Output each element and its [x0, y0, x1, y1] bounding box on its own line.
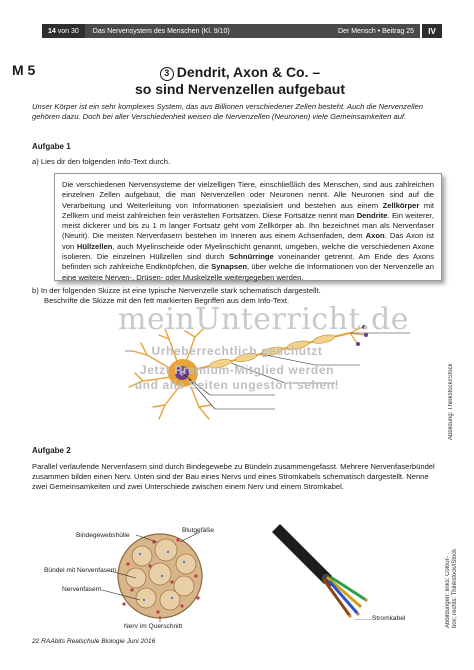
task1-b-line2: Beschrifte die Skizze mit den fett markierten Begriffen aus dem Info-Text.: [44, 296, 290, 305]
title-line-2: so sind Nervenzellen aufgebaut: [134, 81, 346, 97]
label-blutgefaesse: Blutgefäße: [182, 527, 214, 534]
info-text: , über welche die Informationen von der Nervenzelle an eine weitere Nerven-, Drüsen- oder Muskelzelle weitergegeben werden.: [62, 262, 434, 282]
info-text: Die verschiedenen Nervensysteme der vielzelligen Tiere, einschließlich des Menschen, sind aus zahlreichen einzelnen Zellen aufgebaut, die man Nervenzellen oder Neuronen nennt. Alle Neuronen sind auf die Verarbeitung und Weiterleitung von Informationen spezialisiert und bestehen aus einem: [62, 180, 434, 210]
task2-text: Parallel verlaufende Nervenfasern sind durch Bindegewebe zu Bündeln zusammengefasst. Mehrere Nervenfaserbündel zusammen bilden einen Nerv. Unten sind der Bau eines Nervs und eines Stromkabels schematisch dargestellt. Nenne zwei Gemeinsamkeiten und zwei Unterschiede zwischen einem Nerv und einem Stromkabel.: [32, 462, 435, 491]
term-synapsen: Synapsen: [211, 262, 247, 272]
info-text: , auch Myelinscheide oder Myelinschicht genannt, umgeben, welche die verschiedenen Axone isolieren. Die einzelnen Hüllzellen sind durch: [62, 241, 434, 262]
level-badge: IV: [422, 24, 442, 38]
info-text: mit Zellkern und meist zahlreichen fein verästelten Fortsätzen. Diese Fortsätze nennt man: [62, 200, 435, 220]
label-bindegewebshuelle: Bindegewebshülle: [76, 532, 130, 539]
watermark-line-3: und alle Seiten ungestört sehen!: [134, 378, 340, 392]
task1-a: a) Lies dir den folgenden Info-Text durch.: [32, 157, 171, 166]
watermark-line-2: Jetzt Premium-Mitglied werden: [139, 363, 335, 377]
page-of: von 30: [57, 27, 79, 35]
nerve-cross-section: [32, 520, 232, 632]
section-label: Der Mensch • Beitrag 25: [338, 27, 414, 35]
intro-text: Unser Körper ist ein sehr komplexes System, das aus Billionen verschiedener Zellen besteht. Auch die Nervenzellen gehören dazu. Doch bei aller Verschiedenheit weisen die Nervenzellen (Neuronen) viele Gemeinsamkeiten auf.: [32, 102, 423, 121]
material-label: M 5: [12, 62, 36, 78]
label-buendel: Bündel mit Nervenfasern: [44, 567, 117, 574]
term-schnuerringe: Schnürringe: [229, 252, 274, 262]
task1-b-line1: b) In der folgenden Skizze ist eine typische Nervenzelle stark schematisch dargestellt.: [32, 286, 321, 295]
label-stromkabel: Stromkabel: [372, 615, 406, 622]
info-text: . Das Axon ist von: [62, 231, 434, 251]
page-indicator: [42, 24, 85, 38]
header-bar: [42, 24, 420, 38]
watermark-brand: meinUnterricht.de: [118, 302, 409, 337]
cable-jacket: [272, 524, 332, 584]
task1-heading: Aufgabe 1: [32, 142, 71, 151]
info-text: . Ein weiterer, meist dickerer und bis zu 1 m langer Fortsatz geht vom Zellkörper ab. Ihn bezeichnet man als Nervenfaser (Neurit). Die meisten Nervenfasern bestehen im Inneren aus einem Achsenfaden, dem: [62, 210, 434, 241]
task2-heading: Aufgabe 2: [32, 446, 71, 455]
power-cable: [262, 520, 412, 620]
info-text-box: [54, 173, 442, 281]
title-number-badge: 3: [160, 67, 174, 81]
figures-credit-line-1: Abbildungen: links: Colour-: [445, 556, 451, 628]
label-nervenfasern: Nervenfasern: [62, 586, 102, 593]
page-title: [60, 64, 420, 98]
document-title: Das Nervensystem des Menschen (Kl. 9/10): [92, 27, 230, 35]
label-nerv-querschnitt: Nerv im Querschnitt: [124, 623, 183, 630]
term-zellkoerper: Zellkörper: [382, 200, 420, 210]
page-current: 14: [48, 27, 56, 35]
title-line-1: Dendrit, Axon & Co. –: [176, 64, 321, 80]
cable-wires: [324, 578, 366, 616]
term-huellzellen: Hüllzellen: [76, 241, 113, 251]
neuron-credit: Abbildung: Thinkstock/iStock: [448, 363, 454, 440]
watermark-line-1: Urheberrechtlich geschützt: [151, 344, 323, 358]
term-dendrite: Dendrite: [356, 210, 388, 220]
footer: 22 RAAbits Realschule Biologie Juni 2016: [32, 638, 156, 645]
term-axon: Axon: [365, 231, 385, 241]
figures-credit: [445, 528, 459, 628]
info-text: voneinander getrennt. Am Ende des Axons befinden sich zahlreiche Endknöpfchen, die: [62, 252, 434, 272]
figures-credit-line-2: box; rechts: Thinkstock/iStock: [452, 548, 458, 628]
